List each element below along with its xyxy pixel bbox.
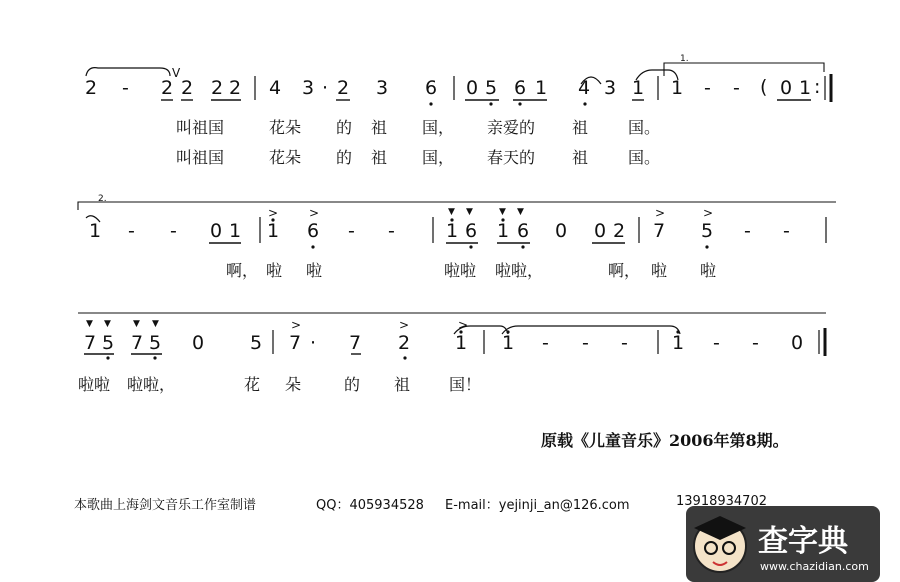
lyric: 国。 xyxy=(628,118,661,137)
row1-note: 4 xyxy=(269,77,282,99)
row3-note: - xyxy=(713,332,720,354)
row3-note: 5 xyxy=(250,332,263,354)
staccato-mark: ▼ xyxy=(133,319,140,329)
row1-note: 3 xyxy=(302,77,315,99)
row2-note: 0 xyxy=(555,220,568,242)
footer-email: E-mail：yejinji_an@126.com xyxy=(445,498,630,513)
lyric: 叫祖国 xyxy=(176,118,225,137)
row1-note: ( xyxy=(760,76,768,98)
watermark-logo-text: 查字典 xyxy=(758,524,848,559)
lyric: 亲爱的 xyxy=(487,118,536,137)
staccato-mark: ▼ xyxy=(499,207,506,217)
lyric: 啦啦 xyxy=(78,375,111,394)
row2-note: 0 xyxy=(594,220,607,242)
lyric: 啊， xyxy=(608,261,641,280)
accent-mark: > xyxy=(268,206,279,220)
row3-note: 5 xyxy=(149,332,162,354)
footer-phone: 13918934702 xyxy=(676,494,767,509)
row3-note: 7 xyxy=(289,332,302,354)
row2-note: 1 xyxy=(267,220,280,242)
row1-note: 5 xyxy=(485,77,498,99)
staccato-mark: ▼ xyxy=(104,319,111,329)
row1-note: 0 xyxy=(780,77,793,99)
staccato-mark: ▼ xyxy=(466,207,473,217)
staccato-mark: ▼ xyxy=(86,319,93,329)
row1-note: 1 xyxy=(799,77,812,99)
volta-label-1: 1. xyxy=(680,54,689,64)
row3-note: · xyxy=(310,332,317,354)
lyric: 啦 xyxy=(266,261,283,280)
lyric: 祖 xyxy=(371,118,388,137)
row2-note: 1 xyxy=(229,220,242,242)
lyric: 朵 xyxy=(285,375,302,394)
lyric: 啦 xyxy=(306,261,323,280)
row1-note: : xyxy=(814,76,821,98)
row2-note: - xyxy=(783,220,790,242)
lyric: 花 xyxy=(244,375,261,394)
row1-note: 1 xyxy=(632,77,645,99)
volta-label-2: 2. xyxy=(98,194,107,204)
row1-note: - xyxy=(704,77,711,99)
row1-note: 2 xyxy=(229,77,242,99)
lyric: 啦 xyxy=(651,261,668,280)
lyric: 啦啦， xyxy=(495,261,544,280)
accent-mark: > xyxy=(703,206,714,220)
lyric: 的 xyxy=(336,118,353,137)
row1-note: 2 xyxy=(181,77,194,99)
lyric: 祖 xyxy=(572,118,589,137)
row2-note: 1 xyxy=(497,220,510,242)
lyric: 春天的 xyxy=(487,148,536,167)
row3-note: 2 xyxy=(398,332,411,354)
row1-note: 1 xyxy=(535,77,548,99)
row3-note: 1 xyxy=(455,332,468,354)
lyric: 国。 xyxy=(628,148,661,167)
row3-note: - xyxy=(621,332,628,354)
row2-note: - xyxy=(170,220,177,242)
lyric: 国， xyxy=(422,118,455,137)
accent-mark: > xyxy=(309,206,320,220)
row1-note: 6 xyxy=(514,77,527,99)
row1-note: 3 xyxy=(376,77,389,99)
row3-note: - xyxy=(752,332,759,354)
row3-note: 1 xyxy=(672,332,685,354)
row1-note: - xyxy=(733,77,740,99)
slur-row1-a xyxy=(86,68,170,76)
row2-note: 0 xyxy=(210,220,223,242)
row3-note: 7 xyxy=(84,332,97,354)
lyric: 啊， xyxy=(226,261,259,280)
row1-note: 2 xyxy=(211,77,224,99)
staccato-mark: ▼ xyxy=(152,319,159,329)
row1-note: 3 xyxy=(604,77,617,99)
row3-note: - xyxy=(582,332,589,354)
row3-note: - xyxy=(542,332,549,354)
row1-note: 6 xyxy=(425,77,438,99)
footer-qq: QQ：405934528 xyxy=(316,498,424,513)
row1-note: 2 xyxy=(337,77,350,99)
accent-mark: > xyxy=(458,318,469,332)
row1-note: 2 xyxy=(85,77,98,99)
lyric: 啦啦 xyxy=(444,261,477,280)
row1-note: 4 xyxy=(578,77,591,99)
lyric: 祖 xyxy=(572,148,589,167)
lyric: 国！ xyxy=(449,375,482,394)
row2-note: 2 xyxy=(613,220,626,242)
row3-note: 7 xyxy=(131,332,144,354)
row1-note: 2 xyxy=(161,77,174,99)
row2-note: 6 xyxy=(517,220,530,242)
row3-note: 0 xyxy=(192,332,205,354)
accent-mark: > xyxy=(399,318,410,332)
row2-note: 1 xyxy=(89,220,102,242)
accent-mark: > xyxy=(655,206,666,220)
lyric: 的 xyxy=(344,375,361,394)
lyric: 花朵 xyxy=(269,148,302,167)
lyric: 叫祖国 xyxy=(176,148,225,167)
row2-note: 6 xyxy=(307,220,320,242)
watermark-url: www.chazidian.com xyxy=(760,560,869,573)
accent-mark: > xyxy=(291,318,302,332)
row1-note: - xyxy=(122,77,129,99)
row3-note: 7 xyxy=(349,332,362,354)
row1-note: 1 xyxy=(671,77,684,99)
lyric: 啦 xyxy=(700,261,717,280)
lyric: 花朵 xyxy=(269,118,302,137)
row2-note: - xyxy=(128,220,135,242)
staccato-mark: ▼ xyxy=(448,207,455,217)
lyric: 祖 xyxy=(371,148,388,167)
row2-note: 1 xyxy=(446,220,459,242)
row2-note: 7 xyxy=(653,220,666,242)
source-note: 原载《儿童音乐》2006年第8期。 xyxy=(541,431,789,450)
row3-note: 0 xyxy=(791,332,804,354)
lyric: 国， xyxy=(422,148,455,167)
row2-note: - xyxy=(348,220,355,242)
breath-mark: V xyxy=(172,66,181,80)
staccato-mark: ▼ xyxy=(517,207,524,217)
row2-note: - xyxy=(388,220,395,242)
lyric: 的 xyxy=(336,148,353,167)
lyric: 啦啦， xyxy=(127,375,176,394)
row3-note: 5 xyxy=(102,332,115,354)
row2-note: 6 xyxy=(465,220,478,242)
row1-note: · xyxy=(322,77,329,99)
footer-credit: 本歌曲上海剑文音乐工作室制谱 xyxy=(74,498,257,513)
row2-note: 5 xyxy=(701,220,714,242)
row2-note: - xyxy=(744,220,751,242)
row1-note: 0 xyxy=(466,77,479,99)
row3-note: 1 xyxy=(502,332,515,354)
lyric: 祖 xyxy=(394,375,411,394)
